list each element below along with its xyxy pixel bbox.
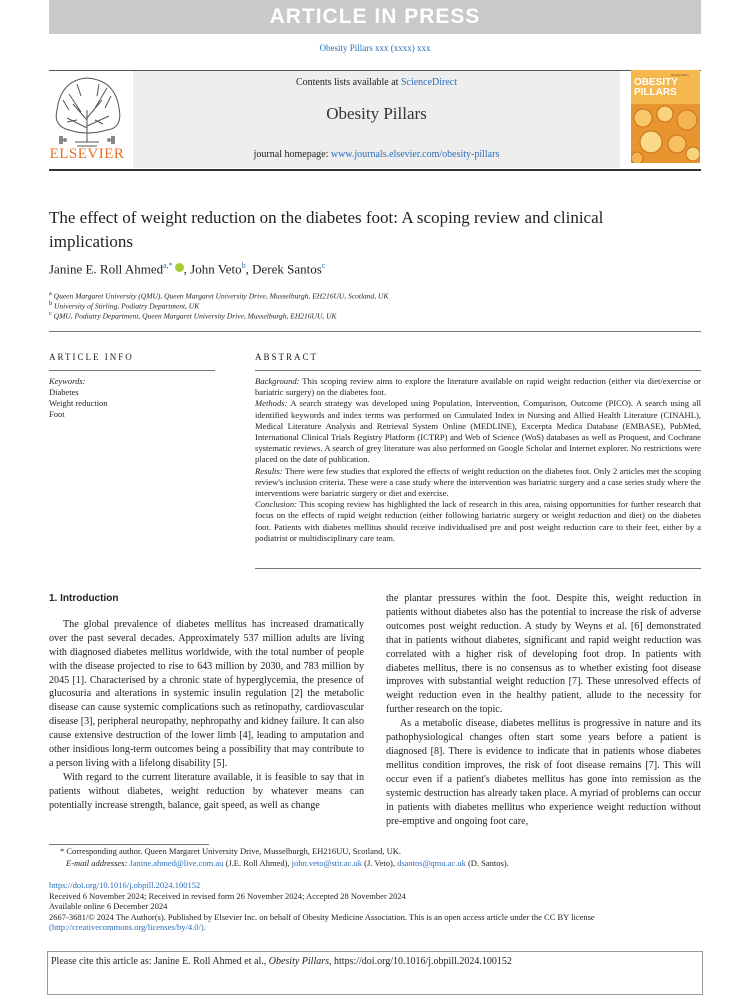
email-link-3[interactable]: dsantos@qmu.ac.uk: [397, 858, 466, 868]
keyword-2: Weight reduction: [49, 398, 108, 408]
cover-subtitle: Obesity Pillars: [671, 73, 689, 77]
received-dates: Received 6 November 2024; Received in revised form 26 November 2024; Accepted 28 November 2024: [49, 890, 406, 901]
author-1-affiliation[interactable]: a,*: [163, 261, 173, 270]
email-link-2[interactable]: john.veto@stir.ac.uk: [291, 858, 363, 868]
abstract-conclusion: [255, 499, 701, 544]
author-2[interactable]: John Veto: [190, 261, 242, 277]
journal-cover-image[interactable]: [631, 70, 700, 163]
author-1[interactable]: Janine E. Roll Ahmed: [49, 261, 164, 277]
author-3[interactable]: Derek Santos: [252, 261, 322, 277]
info-rule: [49, 370, 215, 371]
header-bottom-rule: [49, 169, 701, 171]
article-title: The effect of weight reduction on the diabetes foot: A scoping review and clinical implications: [49, 208, 604, 251]
abstract-heading: ABSTRACT: [255, 352, 319, 362]
keywords-label: Keywords:: [49, 376, 86, 386]
affiliation-a-mark: a: [49, 290, 52, 297]
body-right-column: [386, 592, 701, 828]
conclusion-text: This scoping review has highlighted the lack of research in this area, raising opportunities for further research that focus on the effects of rapid weight reduction (either following bariatric surgery or weight reduction and diet) on the diabetes foot. Patients with diabetes mellitus should receive individualised pre and post weight reduction care to their feet, either by a podiatrist or multidisciplinary care team.: [255, 499, 701, 543]
email-2-owner: (J. Veto),: [362, 858, 398, 868]
abstract-methods: [255, 398, 701, 465]
methods-text: A search strategy was developed using Population, Intervention, Comparison, Outcome (PICO). A search using all identified keywords and index terms was performed on Cumulated Index in Nursing and Allied Health Literature (CINAHL), Medical Literature Analysis and Retrieval System Online (MEDLINE), Excerpta Medica Database (EMBASE), PubMed, International Clinical Trials Registry Platform (ICTRP) and Web of Science (WoS) databases as well as Proquest, and Cochrane systematic reviews. A search of grey literature was also performed on Google Scholar and Internet explorer. No restrictions were placed on the date of publication.: [255, 398, 701, 465]
results-text: There were few studies that explored the effects of weight reduction on the diabetes foot. Only 2 articles met the scoping review's inclusion criteria. These were a case study where the intervention was bariatric surgery and a case series study where the interventions were bariatric surgery or diet and exercise.: [255, 465, 701, 499]
license-link[interactable]: (http://creativecommons.org/licenses/by/4.0/).: [49, 922, 206, 933]
contents-prefix: Contents lists available at: [295, 77, 401, 88]
publication-info: [49, 880, 701, 933]
body-left-column: [49, 592, 364, 813]
sciencedirect-link[interactable]: ScienceDirect: [400, 77, 458, 88]
cover-title-line-2: PILLARS: [634, 87, 677, 98]
affiliation-a-text: Queen Margaret University (QMU), Queen Margaret University Drive, Musselburgh, EH216UU, Scotland, UK: [53, 291, 389, 301]
cover-cells-illustration-icon: [631, 104, 700, 163]
intro-paragraph-1: The global prevalence of diabetes mellitus has increased dramatically over the past several decades. Approximately 537 million adults are living with diagnosed diabetes mellitus worldwide, with the total number of people with the disease projected to rise to 643 million by 2030, and 783 million by 2045 [1]. Characterised by a chronic state of hyperglycemia, the presence of glucosuria and alterations in systemic insulin regulation [2] the metabolic disease can cause systemic complications such as retinopathy, cardiovascular disease [3], peripheral neuropathy, nephropathy and kidney failure. It can also cause extensive destruction of the lower limb [4], leading to amputation and other insidious long-term outcomes being a possibility that may contribute to a person living with a lifelong disability [5].: [49, 618, 364, 769]
keywords-block: [49, 376, 108, 420]
conclusion-label: Conclusion:: [255, 499, 298, 510]
email-1-owner: (J.E. Roll Ahmed),: [223, 858, 292, 868]
cover-title-line-1: OBESITY: [634, 77, 678, 88]
contents-list-line: [133, 77, 620, 88]
corresponding-author-note: * Corresponding author. Queen Margaret University Drive, Musselburgh, EH216UU, Scotland, UK.: [60, 846, 402, 856]
intro-paragraph-2: With regard to the current literature available, it is feasible to say that in patients without diabetes, weight reduction by whatever means can potentially increase strength, balance, gait speed, as well as change: [49, 771, 364, 811]
intro-paragraph-4: As a metabolic disease, diabetes mellitus is progressive in nature and its pathophysiological changes often start some years before a patient is diagnosed [8]. There is evidence to indicate that in patients whose diabetes mellitus condition improves, the risk of foot disease remains [7]. This will occur even if a patient's diabetes mellitus has gone into remission as the systemic destruction has already taken place. A myriad of problems can occur in patients with diabetes mellitus who experience weight reduction without pre-emptive and ongoing foot care,: [386, 718, 701, 827]
homepage-prefix: journal homepage:: [253, 149, 331, 160]
results-label: Results:: [255, 465, 283, 476]
orcid-icon[interactable]: [175, 263, 184, 272]
email-addresses: [66, 858, 509, 869]
citation-prefix: Please cite this article as: Janine E. Roll Ahmed et al.,: [51, 956, 269, 967]
email-label: E-mail addresses:: [66, 858, 128, 868]
affiliation-b-text: University of Stirling, Podiatry Department, UK: [54, 301, 200, 311]
affiliation-rule: [49, 331, 701, 332]
keyword-3: Foot: [49, 409, 65, 419]
journal-title: Obesity Pillars: [326, 104, 427, 123]
affiliation-b-mark: b: [49, 300, 53, 307]
author-list: Janine E. Roll Ahmed$^{a,*}$ , John Veto$^b$, Derek Santos$^c$: [49, 261, 326, 277]
homepage-link[interactable]: www.journals.elsevier.com/obesity-pillars: [330, 149, 500, 160]
doi-link[interactable]: https://doi.org/10.1016/j.obpill.2024.100152: [49, 880, 201, 890]
abstract-rule: [255, 370, 701, 371]
journal-reference[interactable]: Obesity Pillars xxx (xxxx) xxx: [319, 43, 431, 53]
citation-suffix: , https://doi.org/10.1016/j.obpill.2024.100152: [329, 956, 512, 967]
article-info-heading: ARTICLE INFO: [49, 352, 134, 362]
email-3-owner: (D. Santos).: [465, 858, 509, 868]
email-link-1[interactable]: Janine.ahmed@live.com.au: [129, 858, 224, 868]
journal-header-box: [133, 71, 620, 168]
citation-box: [47, 951, 703, 995]
affiliation-c-text: QMU, Podiatry Department, Queen Margaret University Drive, Musselburgh, EH216UU, UK: [53, 311, 337, 321]
cover-title: [634, 78, 678, 98]
author-2-affiliation[interactable]: b: [241, 261, 246, 270]
citation-journal: Obesity Pillars: [268, 956, 330, 967]
citation-text: [51, 956, 512, 967]
abstract-bottom-rule: [255, 568, 701, 569]
abstract-background: [255, 376, 701, 398]
affiliation-b: [49, 300, 199, 311]
footnote-rule: [49, 844, 209, 845]
section-introduction-heading: 1. Introduction: [49, 593, 119, 604]
author-3-affiliation[interactable]: c: [321, 261, 326, 270]
abstract-text: [255, 376, 701, 544]
affiliation-c: [49, 310, 337, 321]
background-label: Background:: [255, 376, 300, 386]
background-text: This scoping review aims to explore the literature available on rapid weight reduction (either via diet/exercise or bariatric surgery) on the diabetes foot.: [255, 376, 701, 398]
intro-paragraph-3: the plantar pressures within the foot. Despite this, weight reduction in patients without diabetes also has the potential to increase the risk of adverse outcomes post weight reduction. A study by Weyns et al. [6] demonstrated that in patients without diabetes, significant and rapid weight reduction was correlated with a higher risk of developing foot drop. In patients with diabetes mellitus, there is no consensus as to whether existing foot disease improves with substantial weight reduction [7]. These unresolved effects of weight reduction even in the healthy patient, allude to the necessity for further research on the topic.: [386, 593, 701, 716]
affiliation-a: [49, 290, 388, 301]
license-text: 2667-3681/© 2024 The Author(s). Published by Elsevier Inc. on behalf of Obesity Medicine Association. This is an open access article under the CC BY license: [49, 911, 595, 922]
journal-homepage-line: [133, 149, 620, 160]
keyword-1: Diabetes: [49, 387, 79, 397]
methods-label: Methods:: [255, 398, 288, 409]
affiliation-c-mark: c: [49, 310, 52, 317]
abstract-results: [255, 466, 701, 500]
elsevier-wordmark: ELSEVIER: [49, 146, 125, 162]
available-online: Available online 6 December 2024: [49, 901, 168, 912]
article-in-press-banner: ARTICLE IN PRESS: [49, 0, 701, 34]
